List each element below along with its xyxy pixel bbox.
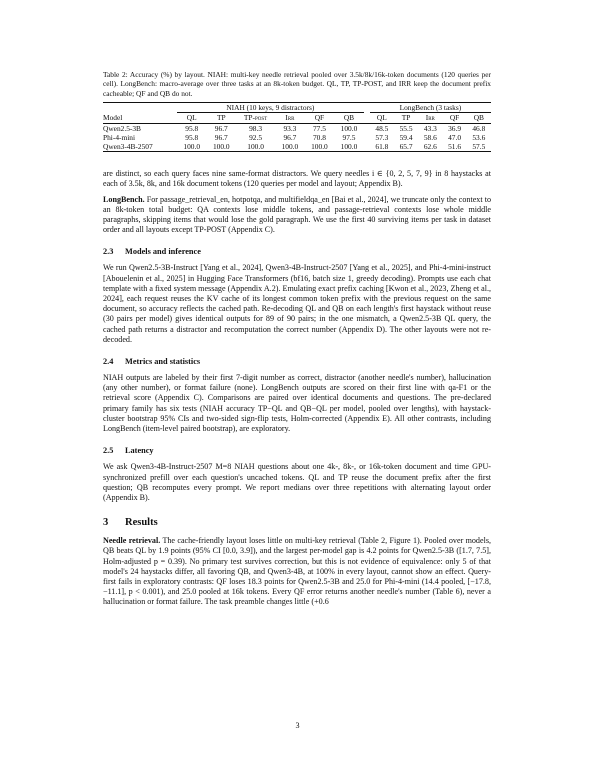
- table-row: Qwen3-4B-2507 100.0 100.0 100.0 100.0 100.0 100.0 61.8 65.7 62.6 51.6 57.5: [103, 142, 491, 152]
- results-table: [103, 102, 491, 152]
- paragraph-lead: LongBench.: [103, 194, 145, 204]
- col-header-model: Model: [103, 113, 123, 123]
- group-header-longbench: LongBench (3 tasks): [370, 103, 491, 113]
- col-header: QL: [376, 113, 387, 123]
- section-heading-2-5: 2.5 Latency: [103, 446, 154, 456]
- table-row: Phi-4-mini 95.8 96.7 92.5 96.7 70.8 97.5 57.3 59.4 58.6 47.0 53.6: [103, 132, 486, 142]
- paragraph-latency: We ask Qwen3-4B-Instruct-2507 M=8 NIAH questions about one 4k-, 8k-, or 16k-token document and time GPU-synchronized prefill over each question's uncached tokens. QL and TP reuse the document prefix after the first question; QB recomputes every prompt. We report medians over three repetitions with alternating layout order (Appendix B).: [103, 462, 491, 502]
- page-content: [103, 70, 491, 608]
- paragraph-lead: Needle retrieval.: [103, 536, 161, 546]
- col-header: QF: [449, 113, 460, 123]
- paragraph-needles: are distinct, so each query faces nine same-format distractors. We query needles i ∈ {0, 2, 5, 7, 9} in 8 haystacks at each of 3.5k, 8k, and 16k document tokens (120 queries per model and layout; Appendix B).: [103, 169, 491, 189]
- section-heading-2-3: 2.3 Models and inference: [103, 247, 201, 257]
- col-header: TP: [401, 113, 411, 123]
- group-header-niah: NIAH (10 keys, 9 distractors): [177, 103, 364, 113]
- col-header: Irr: [285, 113, 295, 123]
- col-header: QB: [343, 113, 355, 123]
- table-caption: Table 2: Accuracy (%) by layout. NIAH: multi-key needle retrieval pooled over 3.5k/8k/16k-token documents (120 queries per cell). LongBench: macro-average over three tasks at an 8k-token budget. QL, TP, TP-POST, and IRR keep the document prefix cacheable; QF and QB do not.: [103, 70, 491, 98]
- col-header: QL: [186, 113, 197, 123]
- table-row: Qwen2.5-3B 95.8 96.7 98.3 93.3 77.5 100.0 48.5 55.5 43.3 36.9 46.8: [103, 123, 486, 133]
- page-number: 3: [295, 721, 300, 730]
- col-header: QB: [473, 113, 484, 123]
- paragraph-longbench: LongBench. For passage_retrieval_en, hotpotqa, and multifieldqa_en [Bai et al., 2024], we truncate only the context to an 8k-token total budget: QA contexts lose middle tokens, and passage-retrieval contexts lose whole middle paragraphs, skipping items that would lose the gold paragraph. We use the first 40 surviving items per task in dataset order and all layouts except TP-POST (Appendix C).: [103, 194, 491, 235]
- col-header: TP: [216, 113, 226, 123]
- paragraph-metrics: NIAH outputs are labeled by their first 7-digit number as correct, distractor (another needle's number), hallucination (any other number), or format failure (none). LongBench outputs are scored on their first line with qa-F1 or the retrieval score (Appendix C). Comparisons are paired over identical documents and questions. The pre-declared primary family has six tests (NIAH accuracy TP−QL and QB−QL per model, pooled over lengths), with haystack-cluster bootstrap 95% CIs and two-sided sign-flip tests, Holm-corrected (Appendix E). All other contrasts, including LongBench (item-level paired bootstrap), are exploratory.: [103, 373, 491, 434]
- section-heading-3: 3 Results: [103, 517, 158, 529]
- col-header: TP-post: [243, 113, 268, 123]
- section-heading-2-4: 2.4 Metrics and statistics: [103, 357, 201, 367]
- paragraph-needle-retrieval: Needle retrieval. The cache-friendly layout loses little on multi-key retrieval (Table 2, Figure 1). Pooled over models, QB beats QL by 1.9 points (95% CI [0.0, 3.9]), and the largest per-model gap is 4.2 points for Qwen2.5-3B ([1.7, 7.5], Holm-adjusted p = 0.39). No primary test survives correction, but this is not evidence of equivalence: only 5 of that model's 24 haystacks differ, all favoring QB, and Qwen3-4B, at 100% in every layout, cannot show an effect. Query-first fails in exploratory contrasts: QF loses 18.3 points for Qwen2.5-3B and 25.0 for Phi-4-mini (14.4 pooled, [−17.8, −11.1], p < 0.001), and 25.0 pooled at 16k tokens. Every QF error returns another needle's number (Table 6), never a hallucination or format failure. The task preamble changes little (+0.6: [103, 536, 491, 607]
- paragraph-models: We run Qwen2.5-3B-Instruct [Yang et al., 2024], Qwen3-4B-Instruct-2507 [Yang et al., 2025], and Phi-4-mini-instruct [Abouelenin et al., 2025] in Hugging Face Transformers (bf16, batch size 1, greedy decoding). Prompts use each chat template with a fixed system message (Appendix A.2). Emulating exact prefix caching [Kwon et al., 2023, Zheng et al., 2024], each request reuses the KV cache of its longest common token prefix with the previous request on the same document, so accuracy reflects the cached path. Re-decoding QL and QB on each length's first haystack without reuse (30 pairs per model) gives identical outputs for 89 of 90 pairs; in the one mismatch, a Qwen2.5-3B QL query, the cached path returns a distractor and recomputation the correct number (Appendix D). The other layouts were not re-decoded.: [103, 263, 491, 344]
- col-header: Irr: [425, 113, 435, 123]
- col-header: QF: [314, 113, 325, 123]
